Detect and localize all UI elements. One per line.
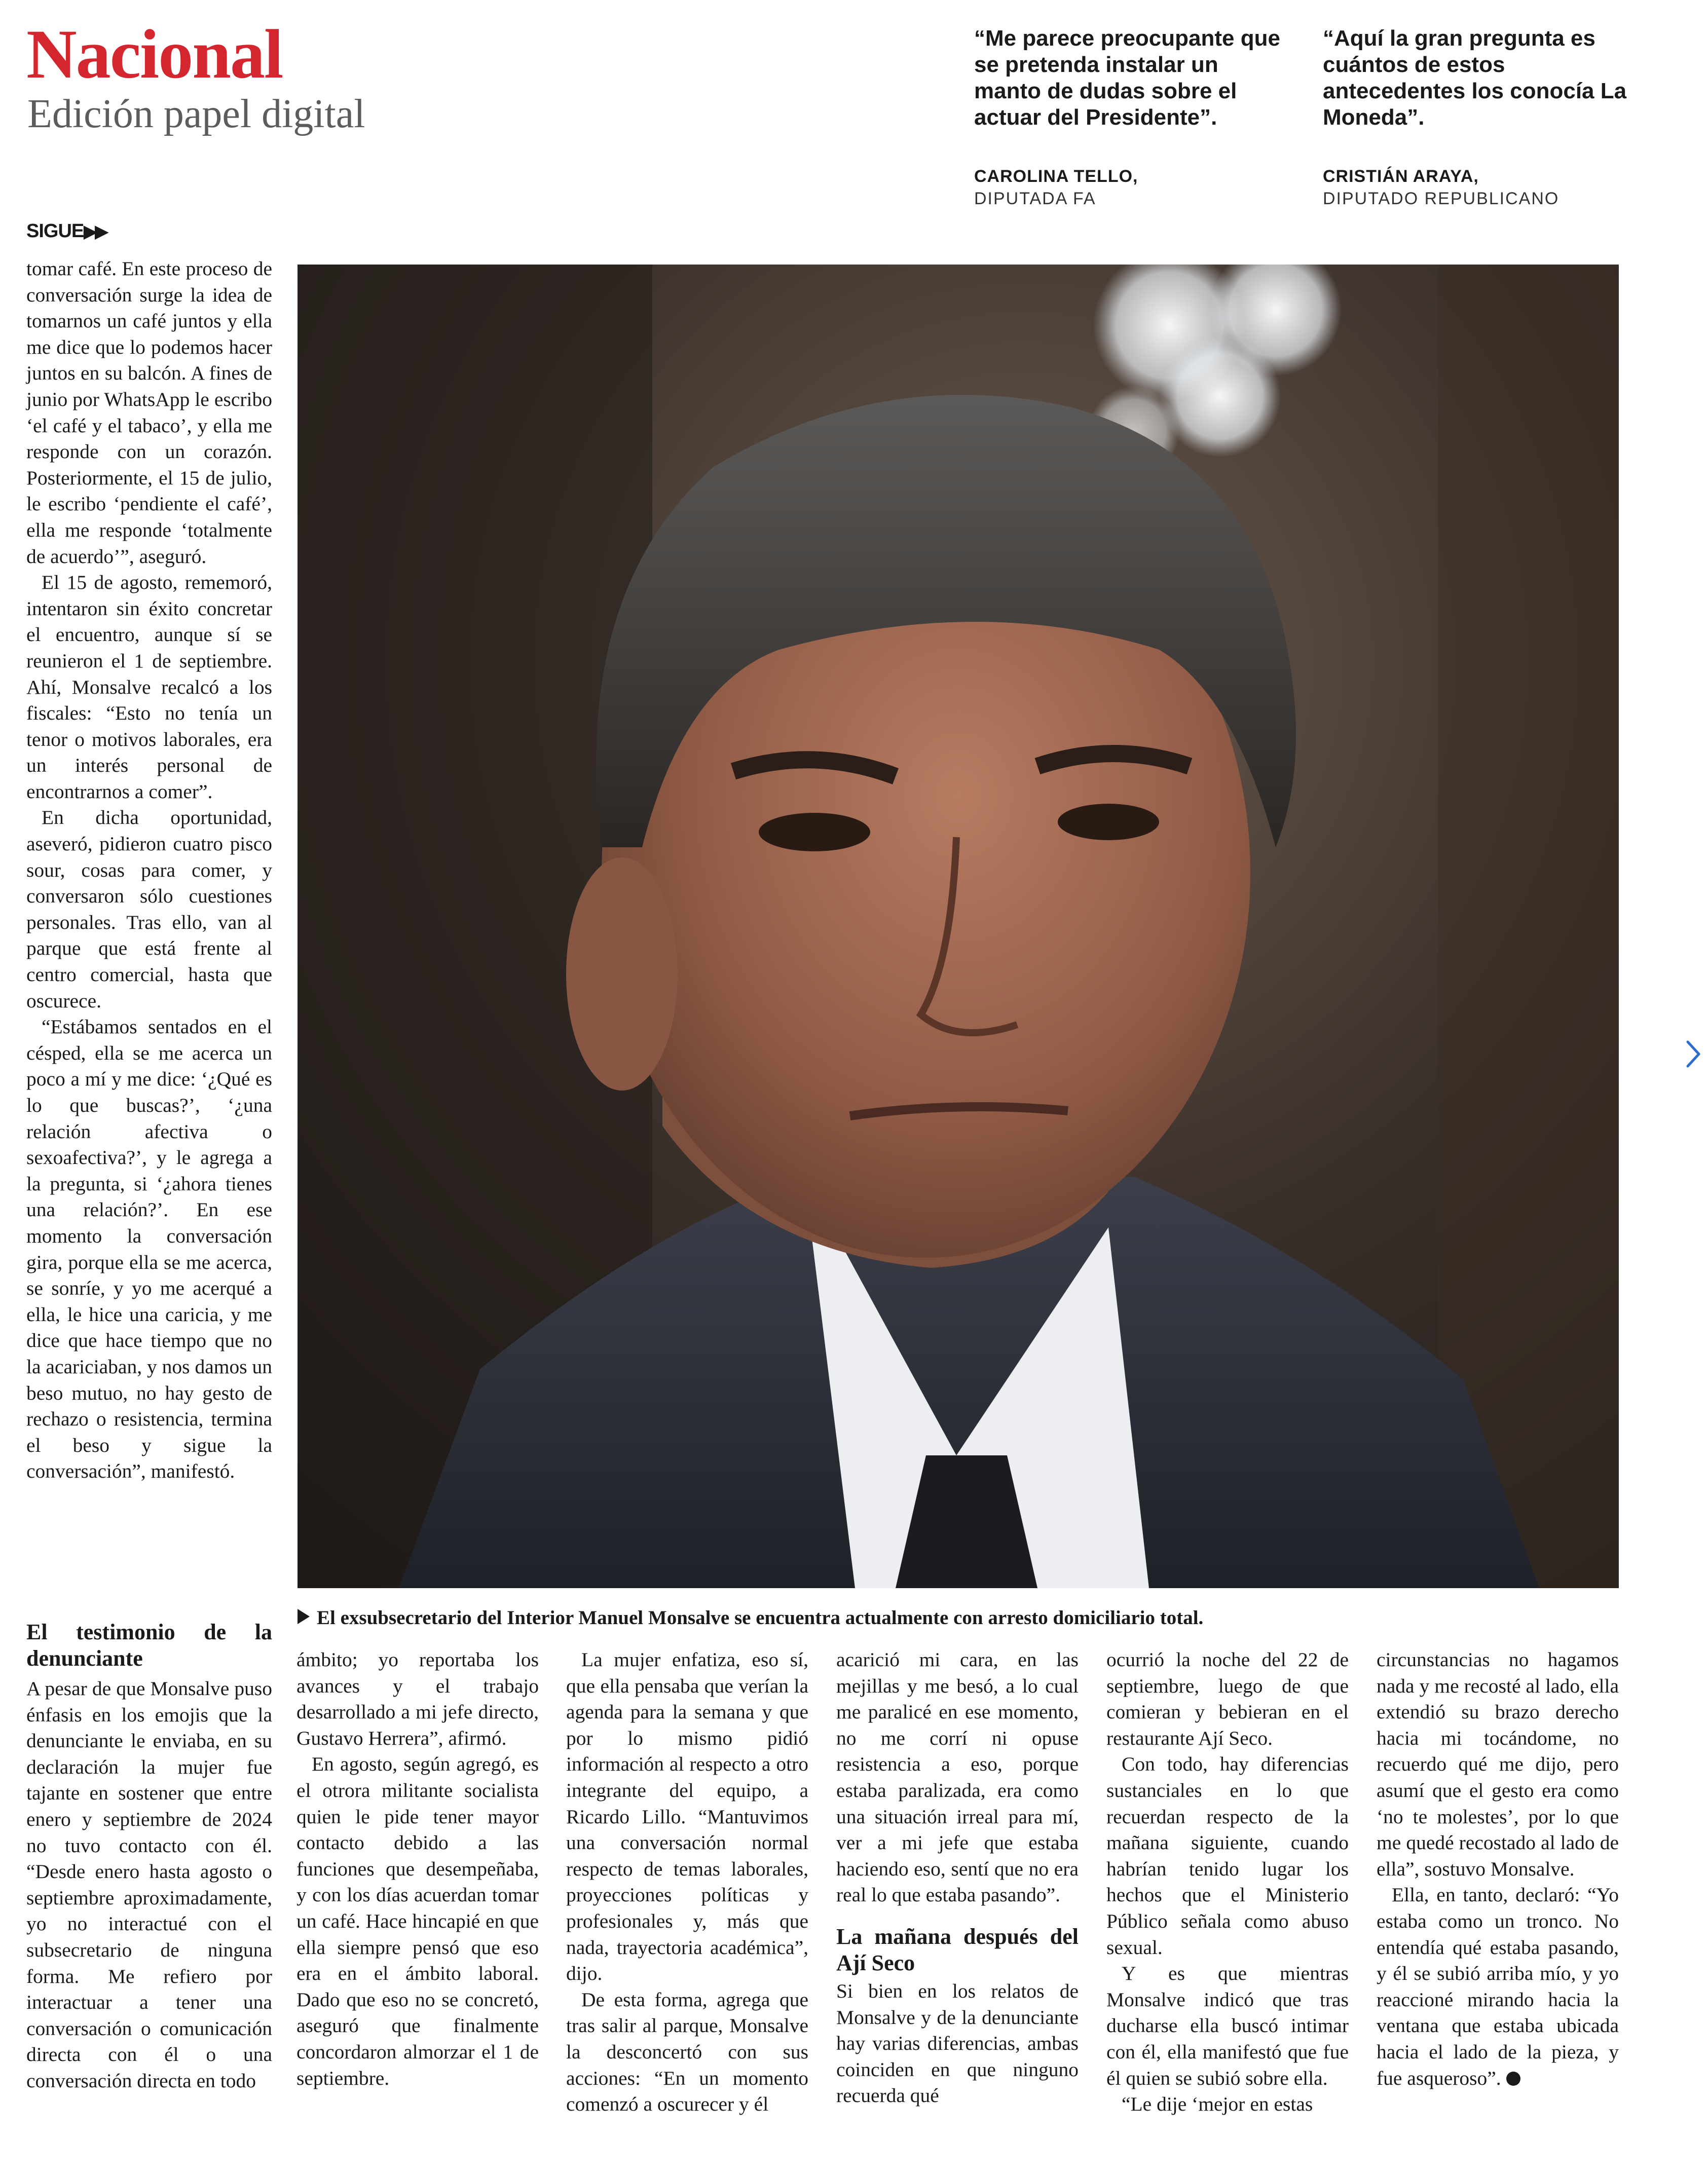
continue-label xyxy=(26,220,106,243)
article-paragraph: A pesar de que Monsalve puso énfasis en los emojis que la denunciante le enviaba, en su declaración la mujer fue tajante en sostener que entre enero y septiembre de 2024 no tuvo contacto con él. “Desde enero hasta agosto o septiembre aproximadamente, yo no interactué con el subsecretario de ninguna forma. Me refiero por interactuar a tener una conversación o comunicación directa con él o una conversación directa en todo xyxy=(26,1677,272,2092)
article-paragraph: Y es que mientras Monsalve indicó que tras ducharse ella buscó intimar con él, ella manifestó que fue él quien se subió sobre ella. xyxy=(1106,1962,1349,2089)
article-column-left-top xyxy=(26,256,272,1485)
article-column-4 xyxy=(836,1647,1079,2109)
article-paragraph: Con todo, hay diferencias sustanciales en lo que recuerdan respecto de la mañana siguiente, cuando habrían tenido lugar los hechos que el Ministerio Público señala como abuso sexual. xyxy=(1106,1753,1349,1959)
article-paragraph: De esta forma, agrega que tras salir al parque, Monsalve la desconcertó con sus acciones: “En un momento comenzó a oscurecer y él xyxy=(566,1988,808,2116)
article-paragraph: tomar café. En este proceso de conversación surge la idea de tomarnos un café juntos y ella me dice que lo podemos hacer juntos en su balcón. A fines de junio por WhatsApp le escribo ‘el café y el tabaco’, y ella me responde con un corazón. Posteriormente, el 15 de julio, le escribo ‘pendiente el café’, ella me responde ‘totalmente de acuerdo’”, aseguró. xyxy=(26,257,272,568)
article-paragraph: ocurrió la noche del 22 de septiembre, luego de que comieran y bebieran en el restaurante Ají Seco. xyxy=(1106,1648,1349,1749)
quote-author: CRISTIÁN ARAYA, xyxy=(1323,167,1479,186)
section-heading: La mañana después del Ají Seco xyxy=(836,1924,1079,1975)
section-heading: El testimonio de la denunciante xyxy=(26,1620,272,1671)
article-paragraph: “Le dije ‘mejor en estas xyxy=(1122,2093,1313,2116)
article-column-1 xyxy=(26,1619,272,2094)
chevron-right-icon xyxy=(1685,1039,1702,1069)
end-of-article-icon xyxy=(1506,2072,1520,2086)
photo-caption xyxy=(298,1605,1619,1631)
article-paragraph: En dicha oportunidad, aseveró, pidieron cuatro pisco sour, cosas para comer, y conversaron sólo cuestiones personales. Tras ello, van al parque que está frente al centro comercial, hasta que oscurece. xyxy=(26,806,272,1012)
article-paragraph-text: Ella, en tanto, declaró: “Yo estaba como un tronco. No entendía qué estaba pasando, y él se subió arriba mío, y yo reaccioné mirando hacia la ventana que estaba ubicada hacia el lado de la pieza, y fue asqueroso”. xyxy=(1377,1884,1619,2089)
article-paragraph xyxy=(1377,1882,1619,2091)
article-paragraph: Si bien en los relatos de Monsalve y de la denunciante hay varias diferencias, ambas coinciden en que ninguno recuerda qué xyxy=(836,1979,1079,2107)
pull-quote-2 xyxy=(1323,25,1637,210)
article-paragraph: “Estábamos sentados en el césped, ella se me acerca un poco a mí y me dice: ‘¿Qué es lo que buscas?’, ‘¿una relación afectiva o sexoafectiva?’, y le agrega a la pregunta, si ‘¿ahora tienes una relación?’. En ese momento la conversación gira, porque ella se me acerca, se sonríe, y yo me acerqué a ella, le hice una caricia, y me dice que hace tiempo que no la acariciaban, y nos damos un beso mutuo, no hay gesto de rechazo o resistencia, termina el beso y sigue la conversación”, manifestó. xyxy=(26,1016,272,1483)
article-paragraph: acarició mi cara, en las mejillas y me besó, a lo cual me paralicé en ese momento, no me corrí ni opuse resistencia a eso, porque estaba paralizada, era como una situación irreal para mí, ver a mi jefe que estaba haciendo eso, sentí que no era real lo que estaba pasando”. xyxy=(836,1648,1079,1906)
article-paragraph: circunstancias no hagamos nada y me recosté al lado, ella extendió su brazo derecho hacia mi tocándome, no recuerdo qué me dijo, pero asumí que el gesto era como ‘no te molestes’, por lo que me quedé recostado al lado de ella”, sostuvo Monsalve. xyxy=(1377,1648,1619,1880)
article-column-5 xyxy=(1106,1647,1349,2118)
article-paragraph: El 15 de agosto, rememoró, intentaron sin éxito concretar el encuentro, aunque sí se reunieron el 1 de septiembre. Ahí, Monsalve recalcó a los fiscales: “Esto no tenía un tenor o motivos laborales, era un interés personal de encontrarnos a comer”. xyxy=(26,571,272,803)
article-column-6 xyxy=(1377,1647,1619,2091)
article-paragraph: ámbito; yo reportaba los avances y el trabajo desarrollado a mi jefe directo, Gustavo Herrera”, afirmó. xyxy=(296,1648,539,1749)
article-paragraph: La mujer enfatiza, eso sí, que ella pensaba que verían la agenda para la semana y que por lo mismo pidió información al respecto a otro integrante del equipo, a Ricardo Lillo. “Mantuvimos una conversación normal respecto de temas laborales, proyecciones políticas y profesionales y, más que nada, trayectoria académica”, dijo. xyxy=(566,1648,808,1985)
article-column-2 xyxy=(296,1647,539,2091)
article-column-3 xyxy=(566,1647,808,2118)
quote-text: “Me parece preocupante que se pretenda instalar un manto de dudas sobre el actuar del Presidente”. xyxy=(974,26,1280,130)
caption-text: El exsubsecretario del Interior Manuel Monsalve se encuentra actualmente con arresto domiciliario total. xyxy=(317,1607,1204,1629)
pull-quote-1 xyxy=(974,25,1288,210)
double-triangle-right-icon: ▶▶ xyxy=(84,222,106,241)
triangle-right-icon xyxy=(298,1609,310,1624)
next-page-button[interactable] xyxy=(1681,1034,1706,1074)
article-paragraph: En agosto, según agregó, es el otrora militante socialista quien le pide tener mayor contacto debido a las funciones que desempeñaba, y con los días acuerdan tomar un café. Hace hincapié en que ella siempre pensó que eso era en el ámbito laboral. Dado que eso no se concretó, aseguró que finalmente concordaron almorzar el 1 de septiembre. xyxy=(296,1753,539,2089)
edition-subtitle: Edición papel digital xyxy=(27,92,365,136)
quote-author-role: DIPUTADO REPUBLICANO xyxy=(1323,189,1560,208)
quote-author: CAROLINA TELLO, xyxy=(974,167,1138,186)
quote-author-role: DIPUTADA FA xyxy=(974,189,1096,208)
portrait-photo xyxy=(298,265,1619,1588)
section-title: Nacional xyxy=(26,15,283,93)
quote-text: “Aquí la gran pregunta es cuántos de estos antecedentes los conocía La Moneda”. xyxy=(1323,26,1627,130)
continue-text: SIGUE xyxy=(26,220,84,242)
